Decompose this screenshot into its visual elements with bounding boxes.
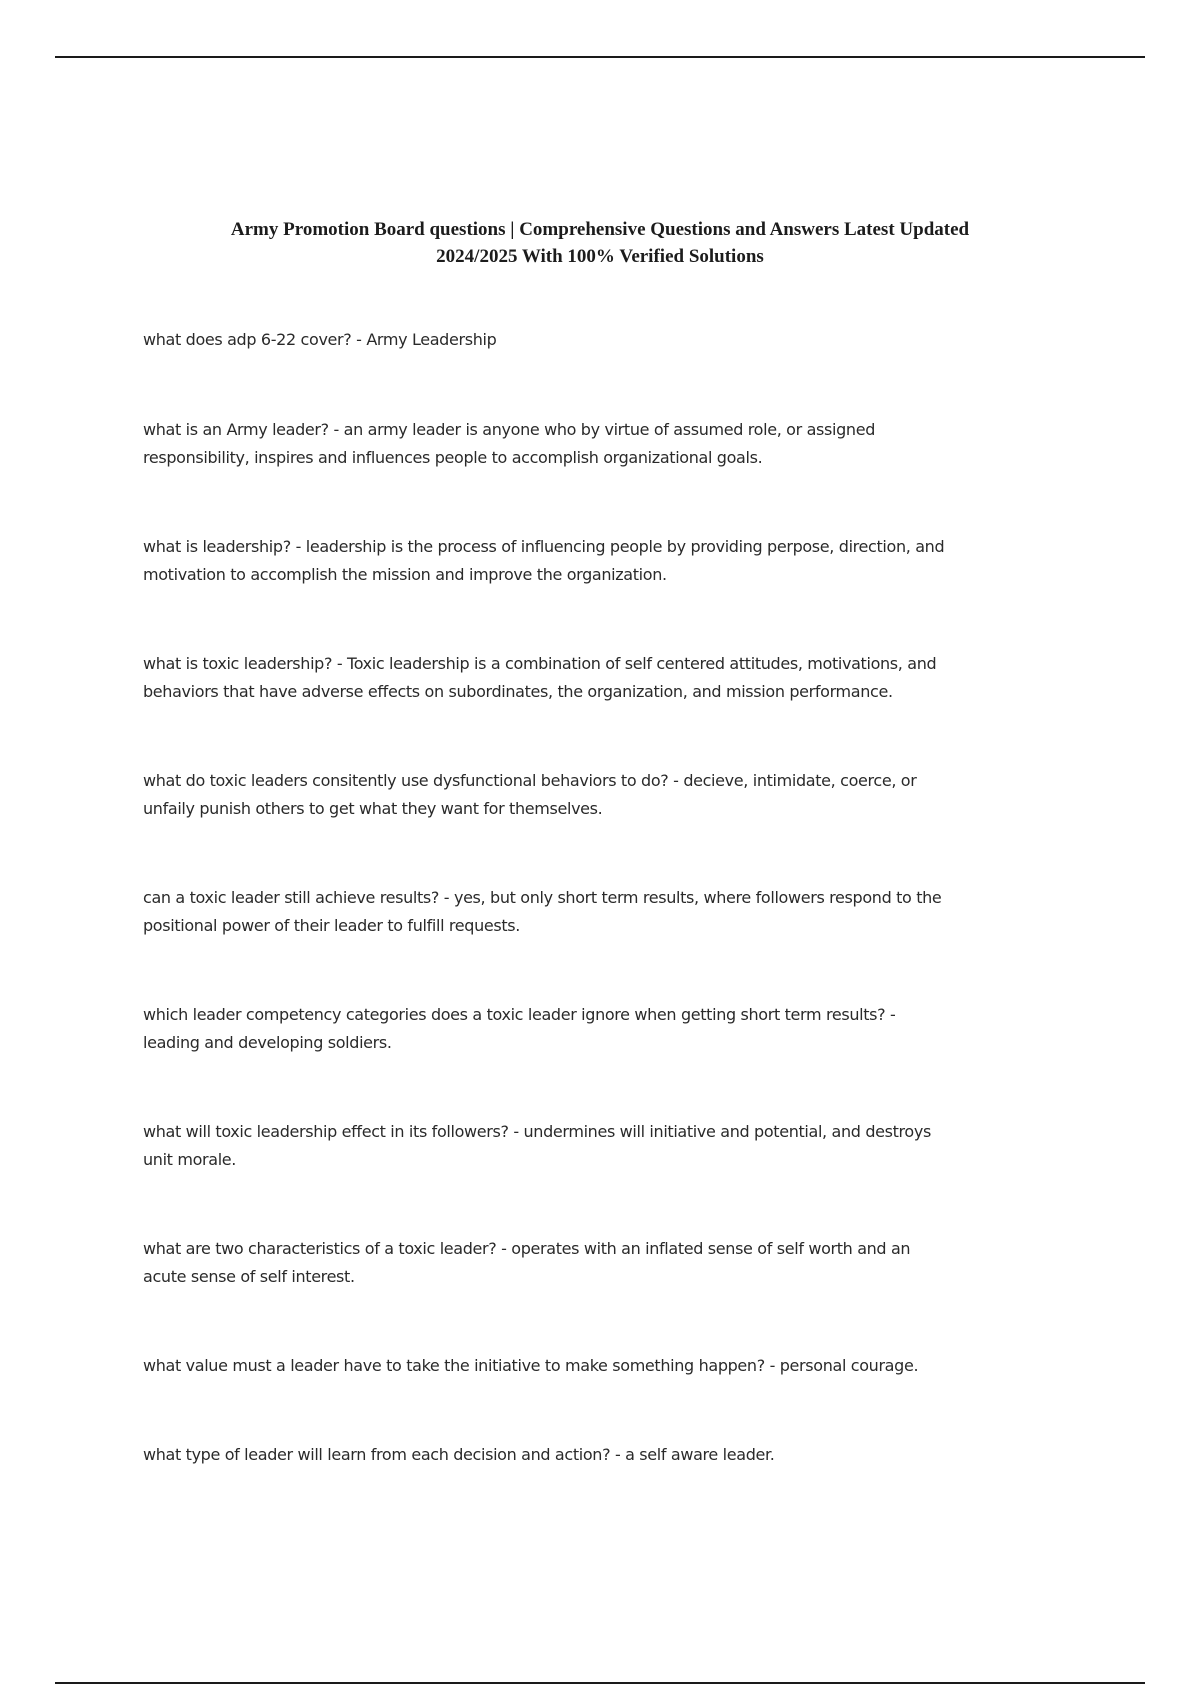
qa-entry: [143, 1441, 1073, 1469]
qa-entry: [143, 884, 1073, 940]
qa-line: behaviors that have adverse effects on subordinates, the organization, and mission performance.: [143, 682, 893, 701]
document-title: [130, 216, 1070, 270]
qa-entry: [143, 1001, 1073, 1057]
bottom-rule: [55, 1682, 1145, 1684]
qa-entry: [143, 1235, 1073, 1291]
qa-line: unit morale.: [143, 1150, 237, 1169]
qa-entry: [143, 1118, 1073, 1174]
qa-line: leading and developing soldiers.: [143, 1033, 392, 1052]
qa-line: what is toxic leadership? - Toxic leadership is a combination of self centered attitudes, motivations, and: [143, 654, 937, 673]
title-line: Army Promotion Board questions | Comprehensive Questions and Answers Latest Updated: [230, 219, 970, 240]
qa-line: can a toxic leader still achieve results? - yes, but only short term results, where followers respond to the: [143, 888, 942, 907]
qa-entry: [143, 533, 1073, 589]
qa-line: what is an Army leader? - an army leader is anyone who by virtue of assumed role, or assigned: [143, 420, 875, 439]
qa-line: what will toxic leadership effect in its followers? - undermines will initiative and potential, and destroys: [143, 1122, 931, 1141]
qa-line: responsibility, inspires and influences people to accomplish organizational goals.: [143, 448, 763, 467]
qa-line: motivation to accomplish the mission and improve the organization.: [143, 565, 667, 584]
top-rule: [55, 56, 1145, 58]
title-line: 2024/2025 With 100% Verified Solutions: [436, 246, 764, 267]
qa-line: what is leadership? - leadership is the process of influencing people by providing perpose, direction, and: [143, 537, 945, 556]
qa-entry: [143, 326, 1073, 354]
qa-line: what are two characteristics of a toxic leader? - operates with an inflated sense of self worth and an: [143, 1239, 911, 1258]
qa-entry: [143, 767, 1073, 823]
qa-line: which leader competency categories does a toxic leader ignore when getting short term results? -: [143, 1005, 896, 1024]
qa-entry: [143, 650, 1073, 706]
qa-line: what value must a leader have to take the initiative to make something happen? - personal courage.: [143, 1356, 919, 1375]
qa-entry: [143, 416, 1073, 472]
qa-line: what type of leader will learn from each decision and action? - a self aware leader.: [143, 1445, 775, 1464]
qa-line: what does adp 6-22 cover? - Army Leadership: [143, 330, 497, 349]
qa-line: acute sense of self interest.: [143, 1267, 355, 1286]
qa-line: positional power of their leader to fulfill requests.: [143, 916, 520, 935]
qa-line: unfaily punish others to get what they want for themselves.: [143, 799, 603, 818]
qa-entry: [143, 1352, 1073, 1380]
qa-line: what do toxic leaders consitently use dysfunctional behaviors to do? - decieve, intimidate, coerce, or: [143, 771, 917, 790]
